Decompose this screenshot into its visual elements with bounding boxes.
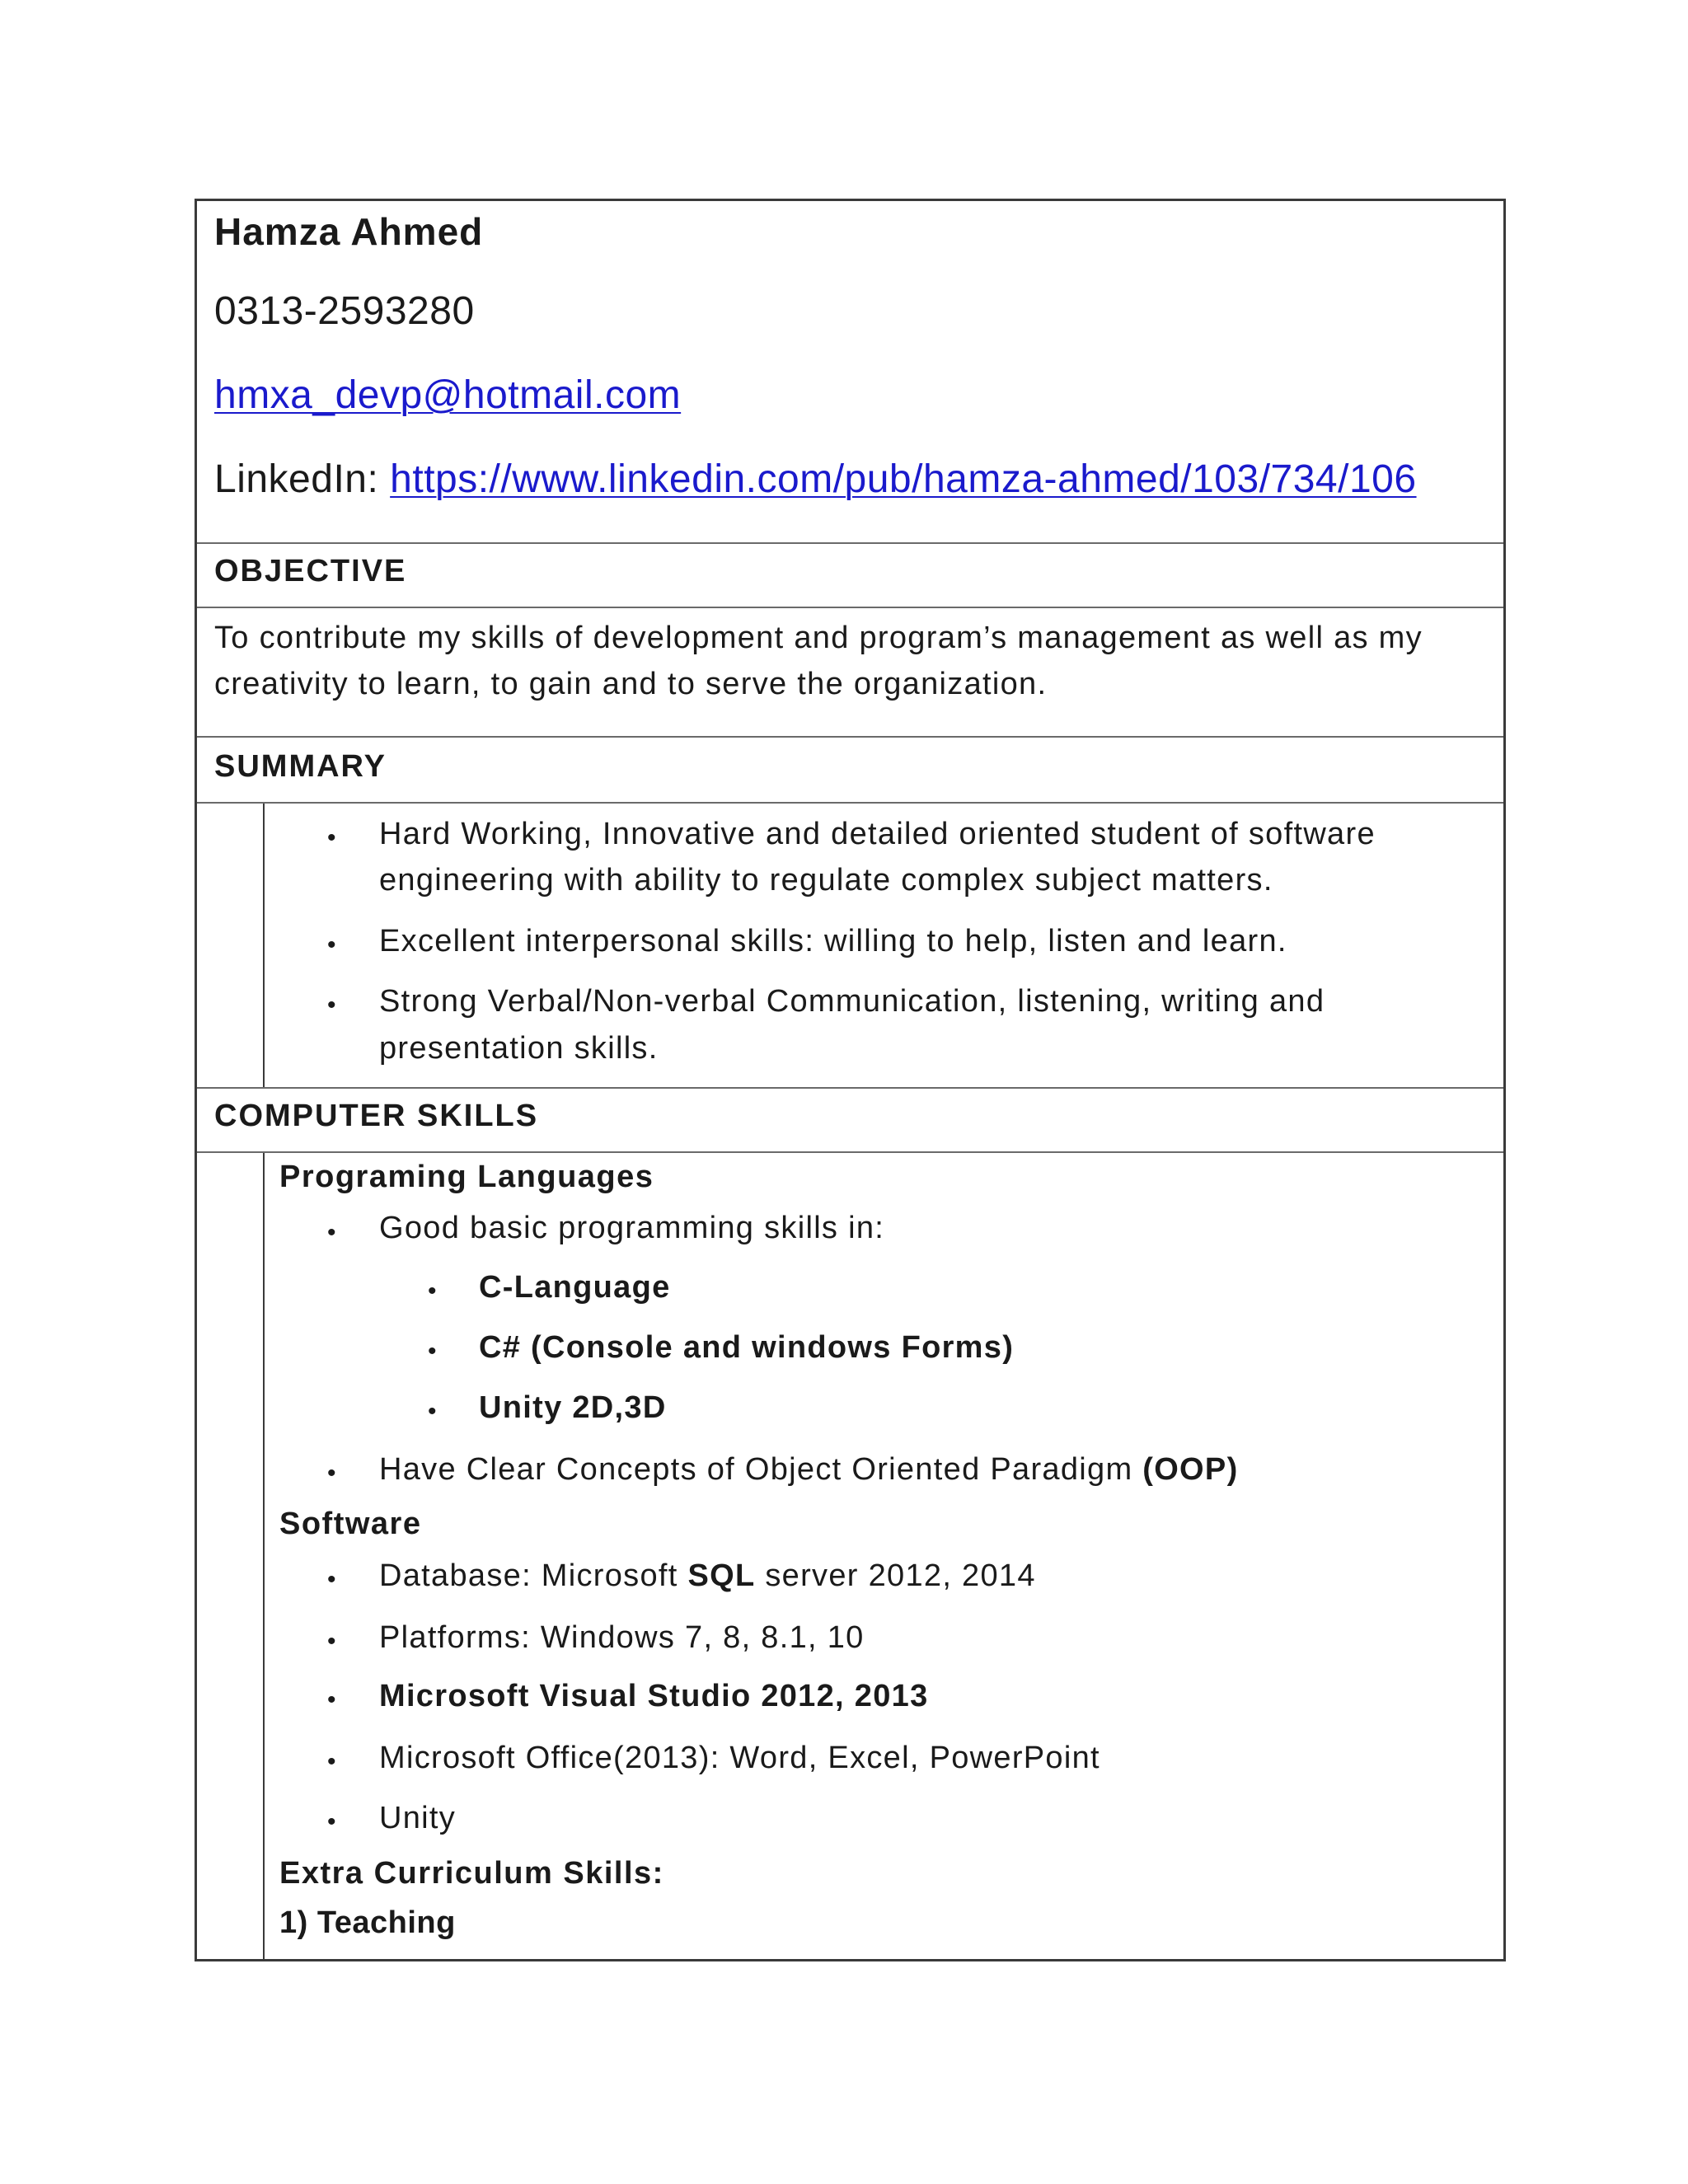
database-line	[379, 1558, 1036, 1594]
column-divider	[263, 804, 265, 1087]
phone-number: 0313-2593280	[214, 289, 475, 333]
platforms-line: Platforms: Windows 7, 8, 8.1, 10	[379, 1620, 865, 1655]
database-prefix: Database: Microsoft	[379, 1558, 688, 1593]
computer-skills-title: COMPUTER SKILLS	[214, 1099, 539, 1133]
language-item: C# (Console and windows Forms)	[479, 1330, 1015, 1365]
visual-studio-line: Microsoft Visual Studio 2012, 2013	[379, 1679, 929, 1713]
objective-heading	[197, 542, 1503, 608]
bullet-icon: •	[327, 824, 336, 851]
summary-title: SUMMARY	[214, 749, 387, 784]
summary-item-3-line-1: Strong Verbal/Non-verbal Communication, listening, writing and	[379, 984, 1325, 1019]
oop-abbrev: (OOP)	[1142, 1452, 1239, 1487]
contact-header	[197, 201, 1503, 544]
objective-body	[197, 608, 1503, 738]
bullet-icon: •	[327, 1566, 336, 1593]
summary-item-2: Excellent interpersonal skills: willing to help, listen and learn.	[379, 924, 1287, 958]
language-item: C-Language	[479, 1270, 671, 1305]
bullet-icon: •	[327, 1460, 336, 1487]
summary-body	[197, 804, 1503, 1089]
extra-item-teaching: 1) Teaching	[279, 1905, 456, 1940]
language-item: Unity 2D,3D	[479, 1390, 667, 1425]
objective-title: OBJECTIVE	[214, 554, 407, 588]
email-link-wrap	[214, 373, 681, 418]
bullet-icon: •	[327, 1686, 336, 1713]
resume-table	[195, 199, 1506, 1961]
summary-item-1-line-1: Hard Working, Innovative and detailed oriented student of software	[379, 817, 1376, 851]
database-suffix: server 2012, 2014	[755, 1558, 1036, 1593]
bullet-icon: •	[327, 1219, 336, 1246]
oop-line	[379, 1452, 1239, 1488]
bullet-icon: •	[327, 1628, 336, 1655]
computer-skills-heading	[197, 1087, 1503, 1153]
email-link[interactable]: hmxa_devp@hotmail.com	[214, 373, 682, 417]
oop-text: Have Clear Concepts of Object Oriented Paradigm	[379, 1452, 1143, 1487]
bullet-icon: •	[327, 991, 336, 1019]
bullet-icon: •	[327, 1808, 336, 1835]
extra-curriculum-heading: Extra Curriculum Skills:	[279, 1856, 664, 1891]
programming-languages-heading: Programing Languages	[279, 1160, 654, 1194]
unity-line: Unity	[379, 1801, 457, 1835]
linkedin-label: LinkedIn:	[214, 457, 391, 501]
bullet-icon: •	[428, 1398, 437, 1425]
bullet-icon: •	[327, 931, 336, 958]
summary-item-3-line-2: presentation skills.	[379, 1031, 659, 1066]
software-heading: Software	[279, 1507, 422, 1541]
objective-text: To contribute my skills of development and program’s management as well as my creativity to learn, to gain and to serve the organization.	[214, 621, 1423, 701]
programming-intro: Good basic programming skills in:	[379, 1211, 885, 1245]
office-line: Microsoft Office(2013): Word, Excel, PowerPoint	[379, 1741, 1100, 1775]
column-divider	[263, 1153, 265, 1959]
linkedin-line	[214, 457, 1417, 502]
linkedin-link[interactable]: https://www.linkedin.com/pub/hamza-ahmed/103/734/106	[390, 457, 1417, 501]
bullet-icon: •	[428, 1277, 437, 1305]
summary-heading	[197, 738, 1503, 804]
bullet-icon: •	[428, 1338, 437, 1365]
summary-item-1-line-2: engineering with ability to regulate complex subject matters.	[379, 863, 1273, 898]
database-sql: SQL	[687, 1558, 756, 1593]
computer-skills-body	[197, 1153, 1503, 1959]
candidate-name: Hamza Ahmed	[214, 210, 484, 253]
bullet-icon: •	[327, 1748, 336, 1775]
